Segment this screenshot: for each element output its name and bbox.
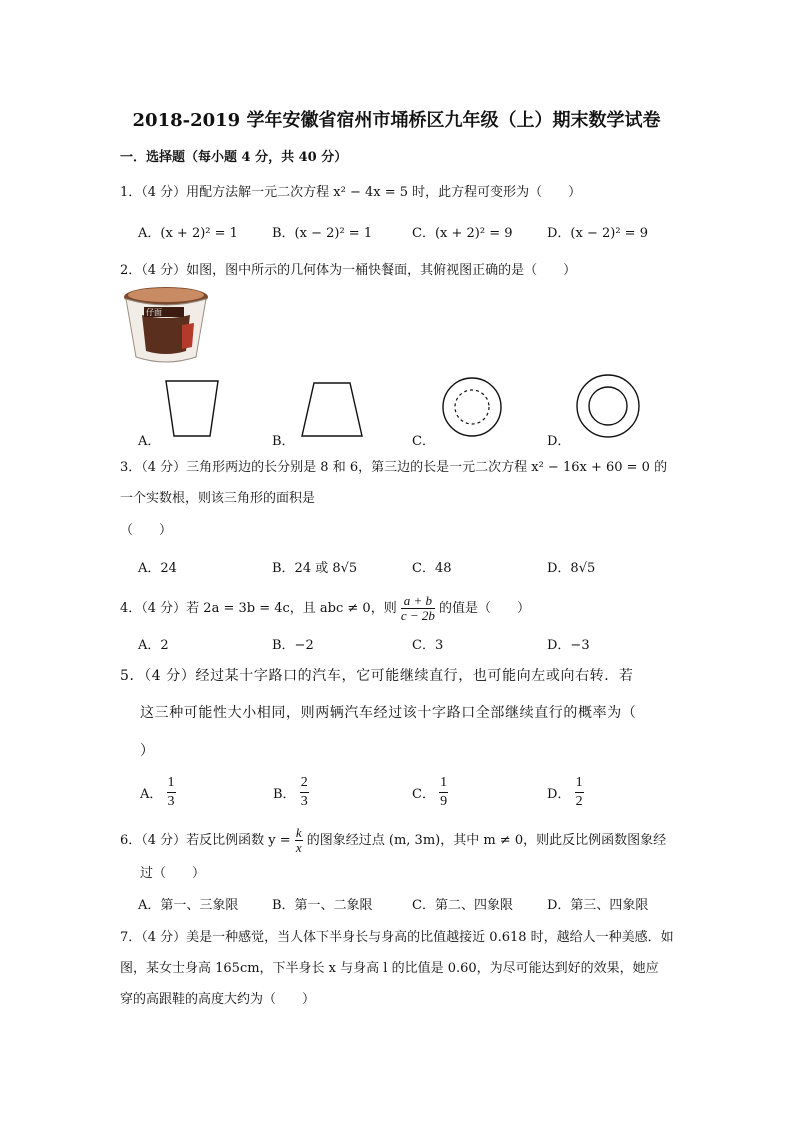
q6-frac-num: k <box>295 825 302 840</box>
q4-option-c: C．3 <box>412 638 444 653</box>
question-6-text <box>120 826 666 855</box>
q1-option-d: D．(x − 2)² = 9 <box>547 226 648 241</box>
q6-text-after: 的图象经过点 (m, 3m)，其中 m ≠ 0，则此反比例函数图象经 <box>306 833 667 848</box>
q2-option-a-shape <box>160 378 224 444</box>
q5-option-b-letter: B． <box>273 787 296 802</box>
question-7-line-2: 图，某女士身高 165cm，下半身长 x 与身高 l 的比值是 0.60，为尽可能达到好的效果，她应 <box>120 961 659 976</box>
question-5-line-3: ） <box>140 743 155 759</box>
q6-option-b: B．第一、二象限 <box>272 898 373 913</box>
q5-option-c-num: 1 <box>439 774 448 793</box>
q4-fraction <box>401 594 435 623</box>
q6-text-before: 6．（4 分）若反比例函数 y = <box>120 833 291 848</box>
q5-option-b-den: 3 <box>300 794 308 809</box>
question-7-line-3: 穿的高跟鞋的高度大约为（ ） <box>120 992 316 1007</box>
question-4-text <box>120 594 530 623</box>
question-3-paren: （ ） <box>120 523 173 538</box>
question-5-line-2: 这三种可能性大小相同，则两辆汽车经过该十字路口全部继续直行的概率为（ <box>140 705 637 721</box>
question-6-line-2: 过（ ） <box>140 866 206 881</box>
q6-fraction <box>295 826 303 855</box>
q4-option-b: B．−2 <box>272 638 314 653</box>
noodle-cup-image <box>122 285 210 365</box>
q5-option-a <box>140 774 176 811</box>
q2-option-b-shape <box>298 380 368 444</box>
question-1-text: 1．（4 分）用配方法解一元二次方程 x² − 4x = 5 时，此方程可变形为（ ） <box>120 185 582 200</box>
q6-option-c: C．第二、四象限 <box>412 898 513 913</box>
q5-option-a-num: 1 <box>167 774 176 793</box>
q2-option-a-label: A． <box>138 434 161 449</box>
q5-option-b-frac <box>300 774 309 811</box>
q5-option-d-num: 1 <box>575 774 584 793</box>
q5-option-d-den: 2 <box>575 794 583 809</box>
q1-option-c: C．(x + 2)² = 9 <box>412 226 513 241</box>
q5-option-d <box>547 774 584 811</box>
q3-option-b: B．24 或 8√5 <box>272 561 358 576</box>
q4-frac-num: a + b <box>401 594 435 609</box>
q2-option-b-label: B． <box>272 434 295 449</box>
q2-option-c-label: C． <box>412 434 435 449</box>
question-2-text: 2．（4 分）如图，图中所示的几何体为一桶快餐面，其俯视图正确的是（ ） <box>120 263 577 278</box>
q4-option-a: A．2 <box>138 638 169 653</box>
q6-frac-den: x <box>295 840 302 855</box>
q3-option-c: C．48 <box>412 561 452 576</box>
q5-option-c <box>412 774 448 811</box>
q4-text-before: 4．（4 分）若 2a = 3b = 4c，且 abc ≠ 0，则 <box>120 601 397 616</box>
q2-option-d-shape <box>574 372 642 444</box>
q2-option-d-label: D． <box>547 434 571 449</box>
q4-text-after: 的值是（ ） <box>439 601 531 616</box>
q4-frac-den: c − 2b <box>400 608 435 623</box>
q5-option-c-letter: C． <box>412 787 435 802</box>
exam-title: 2018-2019 学年安徽省宿州市埇桥区九年级（上）期末数学试卷 <box>132 110 661 131</box>
q6-option-d: D．第三、四象限 <box>547 898 649 913</box>
q4-option-d: D．−3 <box>547 638 590 653</box>
q5-option-b <box>273 774 309 811</box>
question-7-line-1: 7．（4 分）美是一种感觉，当人体下半身长与身高的比值越接近 0.618 时，越给人一种美感．如 <box>120 930 674 945</box>
q5-option-d-frac <box>575 774 584 811</box>
q5-option-c-frac <box>439 774 448 811</box>
cup-label-text: 仔面 <box>146 308 162 317</box>
q3-option-d: D．8√5 <box>547 561 596 576</box>
q5-option-a-frac <box>167 774 176 811</box>
question-5-line-1: 5．（4 分）经过某十字路口的汽车，它可能继续直行，也可能向左或向右转．若 <box>120 668 634 684</box>
q1-option-a: A．(x + 2)² = 1 <box>138 226 238 241</box>
q5-option-b-num: 2 <box>300 774 309 793</box>
question-3-text: 3．（4 分）三角形两边的长分别是 8 和 6，第三边的长是一元二次方程 x² − 16x + 60 = 0 的一个实数根，则该三角形的面积是 <box>120 460 668 506</box>
q6-option-a: A．第一、三象限 <box>138 898 239 913</box>
q3-option-a: A．24 <box>138 561 177 576</box>
section-heading: 一．选择题（每小题 4 分，共 40 分） <box>120 150 348 165</box>
q1-option-b: B．(x − 2)² = 1 <box>272 226 373 241</box>
q5-option-a-den: 3 <box>167 794 175 809</box>
q5-option-a-letter: A． <box>140 787 163 802</box>
q5-option-d-letter: D． <box>547 787 571 802</box>
q5-option-c-den: 9 <box>440 794 448 809</box>
q2-option-c-shape <box>440 375 504 443</box>
